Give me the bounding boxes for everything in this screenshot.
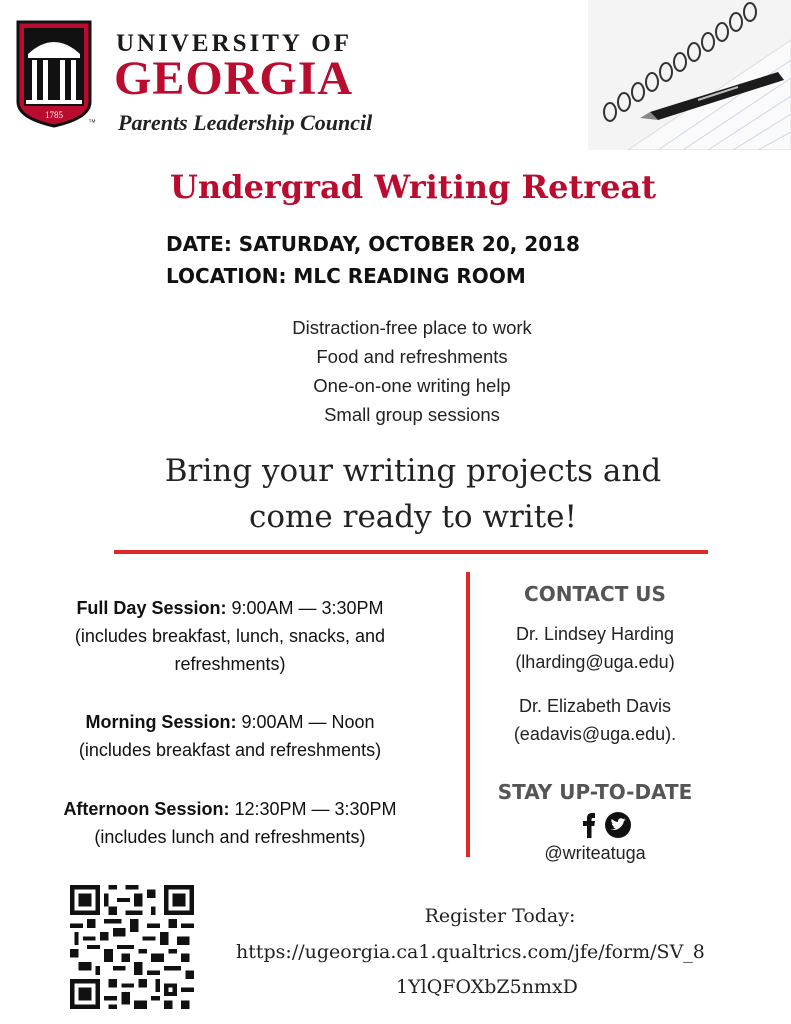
feature-list — [212, 313, 612, 429]
horizontal-divider — [114, 550, 708, 554]
contact-email[interactable]: (lharding@uga.edu) — [515, 652, 675, 672]
session-name: Afternoon Session: — [63, 799, 230, 819]
session-details: (includes breakfast, lunch, snacks, and — [74, 626, 386, 646]
register-url-line2[interactable]: 1YlQFOXbZ5nmxD — [396, 976, 578, 998]
tagline-line1: Bring your writing projects and — [164, 453, 662, 489]
session-time: 12:30PM — 3:30PM — [229, 799, 397, 819]
event-date: DATE: SATURDAY, OCTOBER 20, 2018 — [166, 232, 580, 256]
tagline-line2: come ready to write! — [249, 499, 577, 535]
university-name-line1: UNIVERSITY OF — [116, 30, 353, 57]
notebook-pen-image — [588, 0, 791, 150]
session-name: Full Day Session: — [76, 598, 227, 618]
session-time: 9:00AM — 3:30PM — [226, 598, 384, 618]
social-handle[interactable]: @writeatuga — [544, 843, 646, 863]
stay-updated-heading: STAY UP-TO-DATE — [497, 780, 693, 804]
twitter-icon[interactable] — [605, 812, 631, 838]
contact-heading: CONTACT US — [524, 582, 666, 606]
session-details: (includes lunch and refreshments) — [94, 827, 366, 847]
session-name: Morning Session: — [85, 712, 237, 732]
feature-item: Food and refreshments — [316, 346, 508, 367]
contact-person — [470, 692, 720, 748]
event-title: Undergrad Writing Retreat — [170, 168, 656, 206]
contact-email[interactable]: (eadavis@uga.edu). — [513, 724, 677, 744]
session-time: 9:00AM — Noon — [236, 712, 375, 732]
session-full-day — [20, 594, 440, 678]
contact-name: Dr. Lindsey Harding — [515, 624, 675, 644]
shield-year: 1785 — [45, 110, 63, 120]
contact-name: Dr. Elizabeth Davis — [518, 696, 672, 716]
social-icons — [577, 810, 637, 840]
register-url-line1[interactable]: https://ugeorgia.ca1.qualtrics.com/jfe/form/SV_8 — [236, 941, 705, 963]
facebook-icon[interactable] — [583, 813, 595, 838]
session-details: refreshments) — [174, 654, 286, 674]
session-morning — [20, 708, 440, 764]
contact-person — [470, 620, 720, 676]
session-afternoon — [20, 795, 440, 851]
feature-item: Small group sessions — [324, 404, 500, 425]
event-location: LOCATION: MLC READING ROOM — [166, 264, 526, 288]
feature-item: Distraction-free place to work — [292, 317, 532, 338]
qr-code[interactable] — [70, 885, 194, 1009]
session-details: (includes breakfast and refreshments) — [78, 740, 382, 760]
trademark: ™ — [88, 118, 96, 127]
feature-item: One-on-one writing help — [313, 375, 511, 396]
register-label: Register Today: — [424, 905, 576, 927]
organization-subtitle: Parents Leadership Council — [118, 110, 373, 135]
tagline — [0, 448, 791, 540]
university-name-line2: GEORGIA — [114, 52, 354, 105]
uga-arch-logo — [16, 20, 92, 128]
